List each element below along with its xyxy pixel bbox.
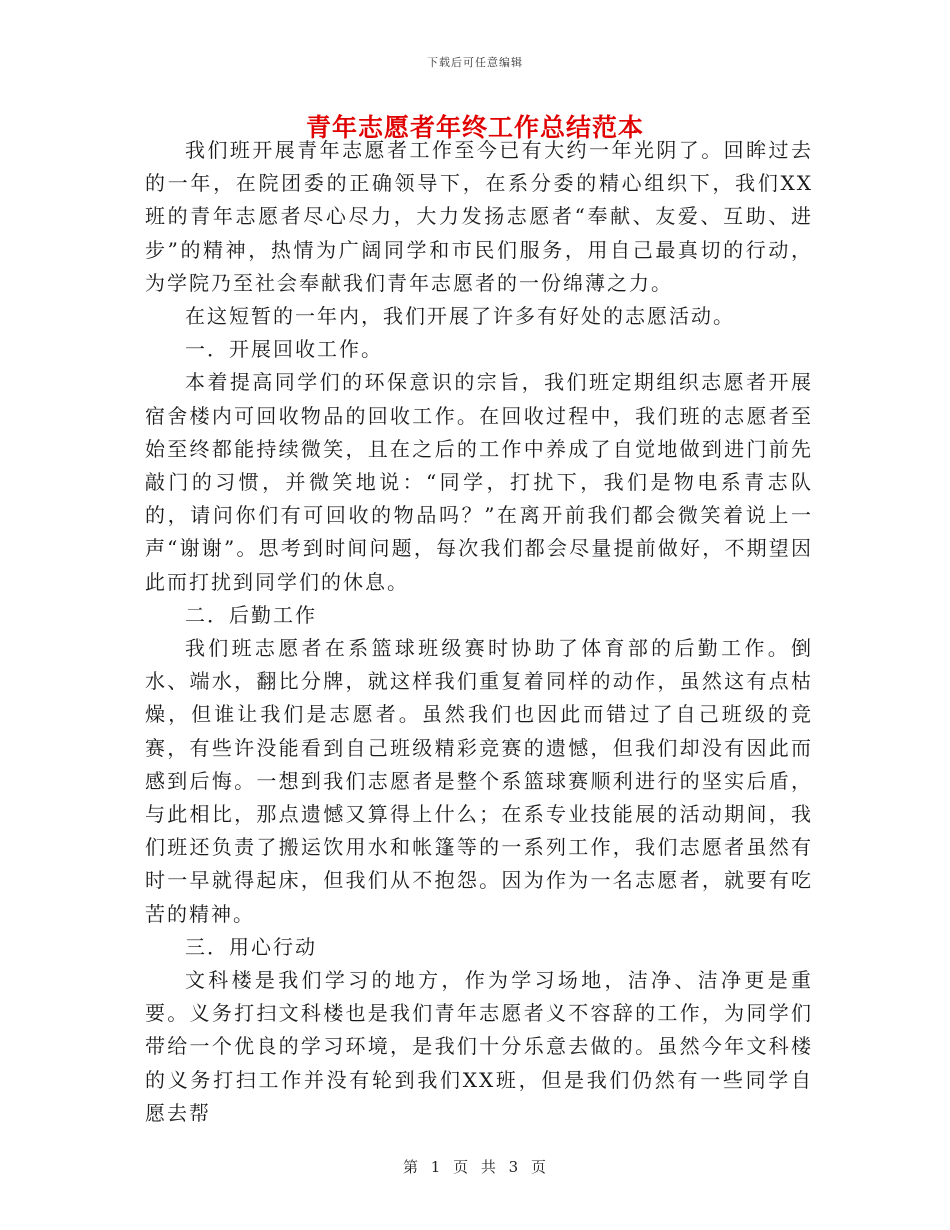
document-title: 青年志愿者年终工作总结范本 xyxy=(305,113,644,142)
page-number-footer: 第 1 页 共 3 页 xyxy=(403,1158,547,1176)
paragraph-intro: 我们班开展青年志愿者工作至今已有大约一年光阴了。回眸过去的一年，在院团委的正确领导下，在系分委的精心组织下，我们XX班的青年志愿者尽心尽力，大力发扬志愿者“奉献、友爱、互助、进步”的精神，热情为广阔同学和市民们服务，用自己最真切的行动，为学院乃至社会奉献我们青年志愿者的一份绵薄之力。 xyxy=(145,138,813,295)
section-heading-recycling: 一．开展回收工作。 xyxy=(185,337,383,362)
header-note: 下载后可任意编辑 xyxy=(427,56,523,69)
paragraph-action: 文科楼是我们学习的地方，作为学习场地，洁净、洁净更是重要。义务打扫文科楼也是我们青年志愿者义不容辞的工作，为同学们带给一个优良的学习环境，是我们十分乐意去做的。虽然今年文科楼的义务打扫工作并没有轮到我们XX班，但是我们仍然有一些同学自愿去帮 xyxy=(145,968,813,1125)
paragraph-logistics: 我们班志愿者在系篮球班级赛时协助了体育部的后勤工作。倒水、端水，翻比分牌，就这样我们重复着同样的动作，虽然这有点枯燥，但谁让我们是志愿者。虽然我们也因此而错过了自己班级的竞赛，有些许没能看到自己班级精彩竞赛的遗憾，但我们却没有因此而感到后悔。一想到我们志愿者是整个系篮球赛顺利进行的坚实后盾，与此相比，那点遗憾又算得上什么；在系专业技能展的活动期间，我们班还负责了搬运饮用水和帐篷等的一系列工作，我们志愿者虽然有时一早就得起床，但我们从不抱怨。因为作为一名志愿者，就要有吃苦的精神。 xyxy=(145,636,813,926)
paragraph-summary: 在这短暂的一年内，我们开展了许多有好处的志愿活动。 xyxy=(185,304,735,329)
section-heading-logistics: 二．后勤工作 xyxy=(185,602,317,627)
document-body xyxy=(145,134,813,1130)
paragraph-recycling: 本着提高同学们的环保意识的宗旨，我们班定期组织志愿者开展宿舍楼内可回收物品的回收工作。在回收过程中，我们班的志愿者至始至终都能持续微笑，且在之后的工作中养成了自觉地做到进门前先敲门的习惯，并微笑地说：“同学，打扰下，我们是物电系青志队的，请问你们有可回收的物品吗？”在离开前我们都会微笑着说上一声“谢谢”。思考到时间问题，每次我们都会尽量提前做好，不期望因此而打扰到同学们的休息。 xyxy=(145,370,813,594)
section-heading-action: 三．用心行动 xyxy=(185,934,317,959)
